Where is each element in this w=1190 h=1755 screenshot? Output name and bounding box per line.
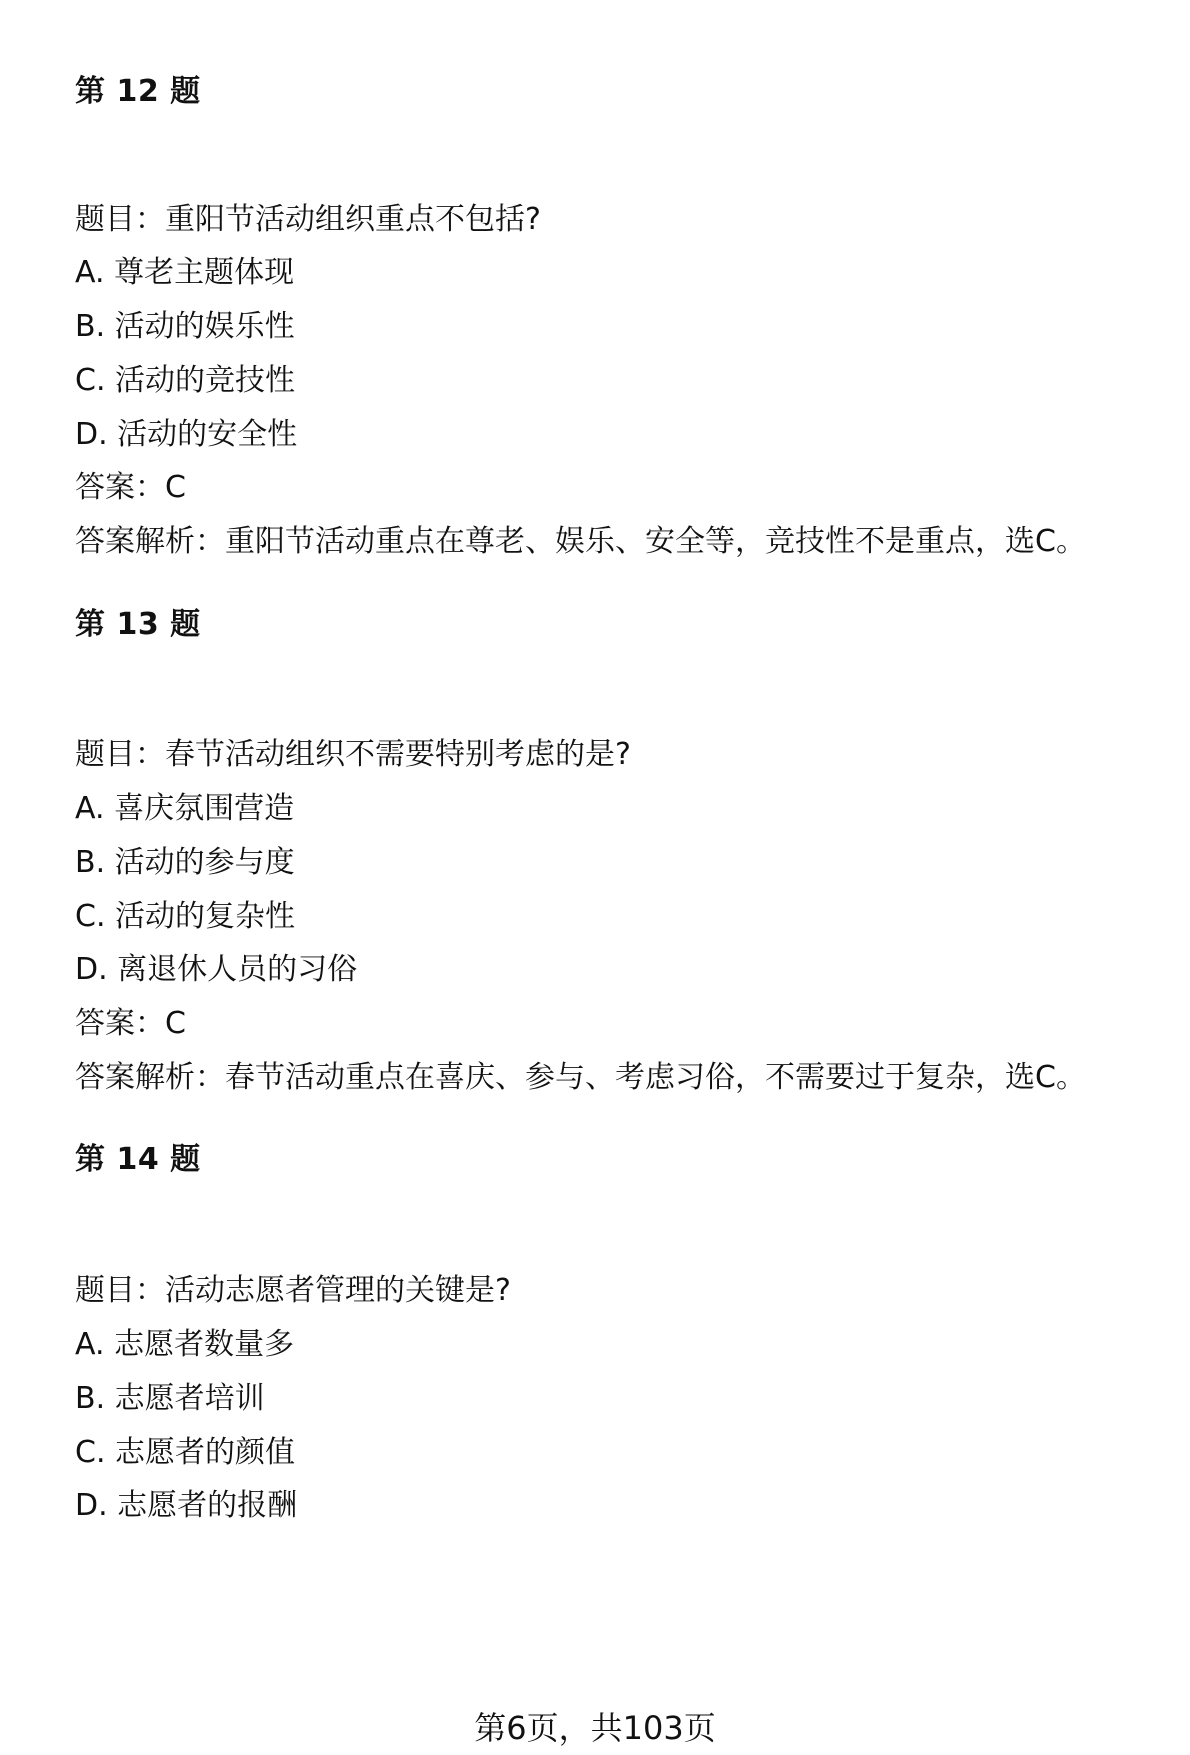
option-c: C. 志愿者的颜值 xyxy=(75,1435,296,1470)
answer-analysis: 答案解析：重阳节活动重点在尊老、娱乐、安全等，竞技性不是重点，选C。 xyxy=(75,524,1086,559)
option-d: D. 活动的安全性 xyxy=(75,417,298,452)
question-prompt: 题目：春节活动组织不需要特别考虑的是? xyxy=(75,737,631,772)
answer: 答案：C xyxy=(75,1006,186,1041)
option-a: A. 志愿者数量多 xyxy=(75,1327,295,1362)
option-d: D. 志愿者的报酬 xyxy=(75,1488,298,1523)
question-title: 第 13 题 xyxy=(75,607,201,642)
page-number-footer: 第6页，共103页 xyxy=(474,1709,716,1747)
option-a: A. 尊老主题体现 xyxy=(75,255,295,290)
option-b: B. 志愿者培训 xyxy=(75,1381,265,1416)
option-b: B. 活动的娱乐性 xyxy=(75,309,295,344)
option-a: A. 喜庆氛围营造 xyxy=(75,791,295,826)
option-b: B. 活动的参与度 xyxy=(75,845,295,880)
option-d: D. 离退休人员的习俗 xyxy=(75,952,358,987)
question-title: 第 12 题 xyxy=(75,74,201,109)
option-c: C. 活动的复杂性 xyxy=(75,899,296,934)
question-title: 第 14 题 xyxy=(75,1142,201,1177)
question-prompt: 题目：重阳节活动组织重点不包括? xyxy=(75,202,541,237)
question-prompt: 题目：活动志愿者管理的关键是? xyxy=(75,1273,511,1308)
option-c: C. 活动的竞技性 xyxy=(75,363,296,398)
answer: 答案：C xyxy=(75,470,186,505)
answer-analysis: 答案解析：春节活动重点在喜庆、参与、考虑习俗，不需要过于复杂，选C。 xyxy=(75,1060,1086,1095)
